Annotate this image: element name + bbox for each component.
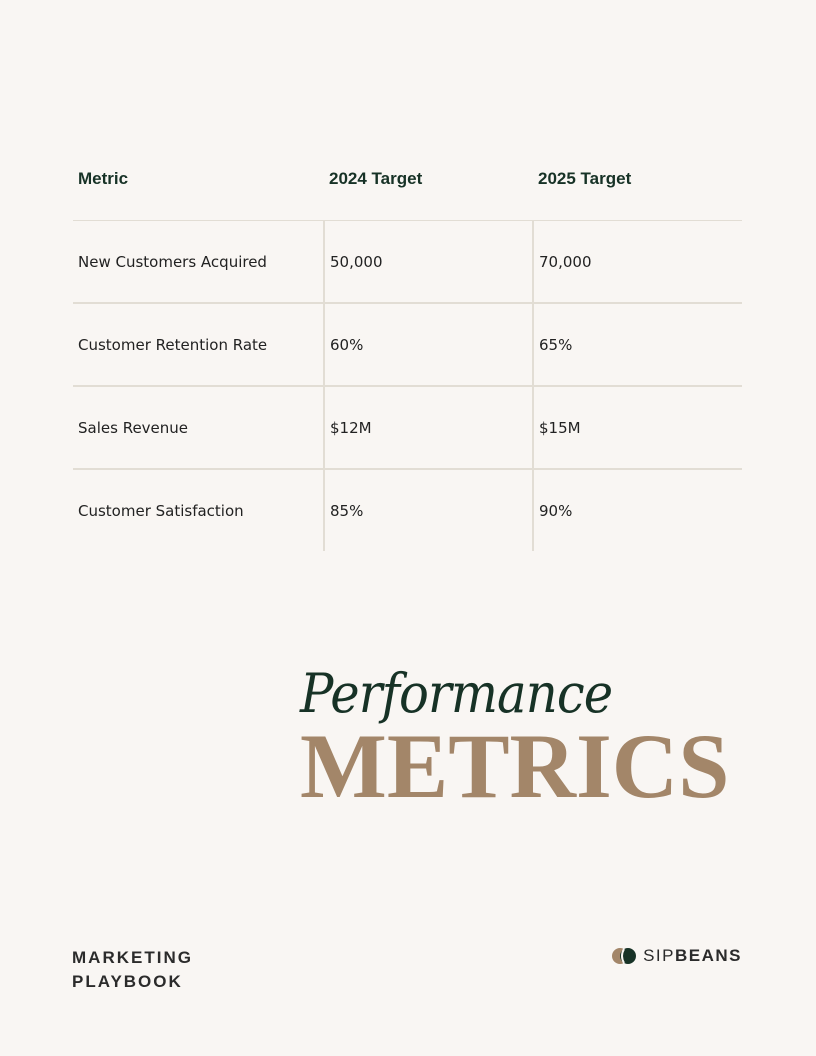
target-2024-cell: $12M: [324, 386, 533, 469]
brand-name-bold: BEANS: [674, 946, 742, 965]
target-2025-cell: 70,000: [533, 221, 742, 304]
metric-cell: Customer Satisfaction: [78, 501, 244, 520]
target-2025-cell: 65%: [533, 303, 742, 386]
table-row: [73, 303, 742, 386]
target-2024-cell: 60%: [324, 303, 533, 386]
table-row: [73, 469, 742, 551]
metric-cell: Sales Revenue: [73, 386, 324, 469]
metrics-table: [73, 138, 742, 551]
table-row: [73, 386, 742, 469]
table-row: [73, 221, 742, 304]
title-metrics: METRICS: [300, 715, 730, 817]
metric-cell: New Customers Acquired: [73, 221, 324, 304]
target-2024-cell: 85%: [324, 469, 533, 551]
coffee-bean-icon: [611, 946, 637, 966]
target-2025-cell: 90%: [533, 469, 742, 551]
document-label-line2: PLAYBOOK: [72, 972, 183, 991]
target-2025-cell: $15M: [533, 386, 742, 469]
document-label-line1: MARKETING: [72, 948, 193, 967]
brand-name: [643, 946, 742, 966]
target-2024-cell: 50,000: [324, 221, 533, 304]
column-header-2025-target: 2025 Target: [533, 138, 742, 221]
column-header-metric: Metric: [73, 138, 324, 221]
brand-name-light: SIP: [643, 946, 675, 965]
metric-cell: Customer Retention Rate: [73, 303, 324, 386]
column-header-2024-target: 2024 Target: [324, 138, 533, 221]
title-script-performance: Performance: [300, 662, 613, 725]
brand-logo: [611, 946, 742, 966]
table-header-row: [73, 138, 742, 221]
document-label: [72, 946, 193, 994]
